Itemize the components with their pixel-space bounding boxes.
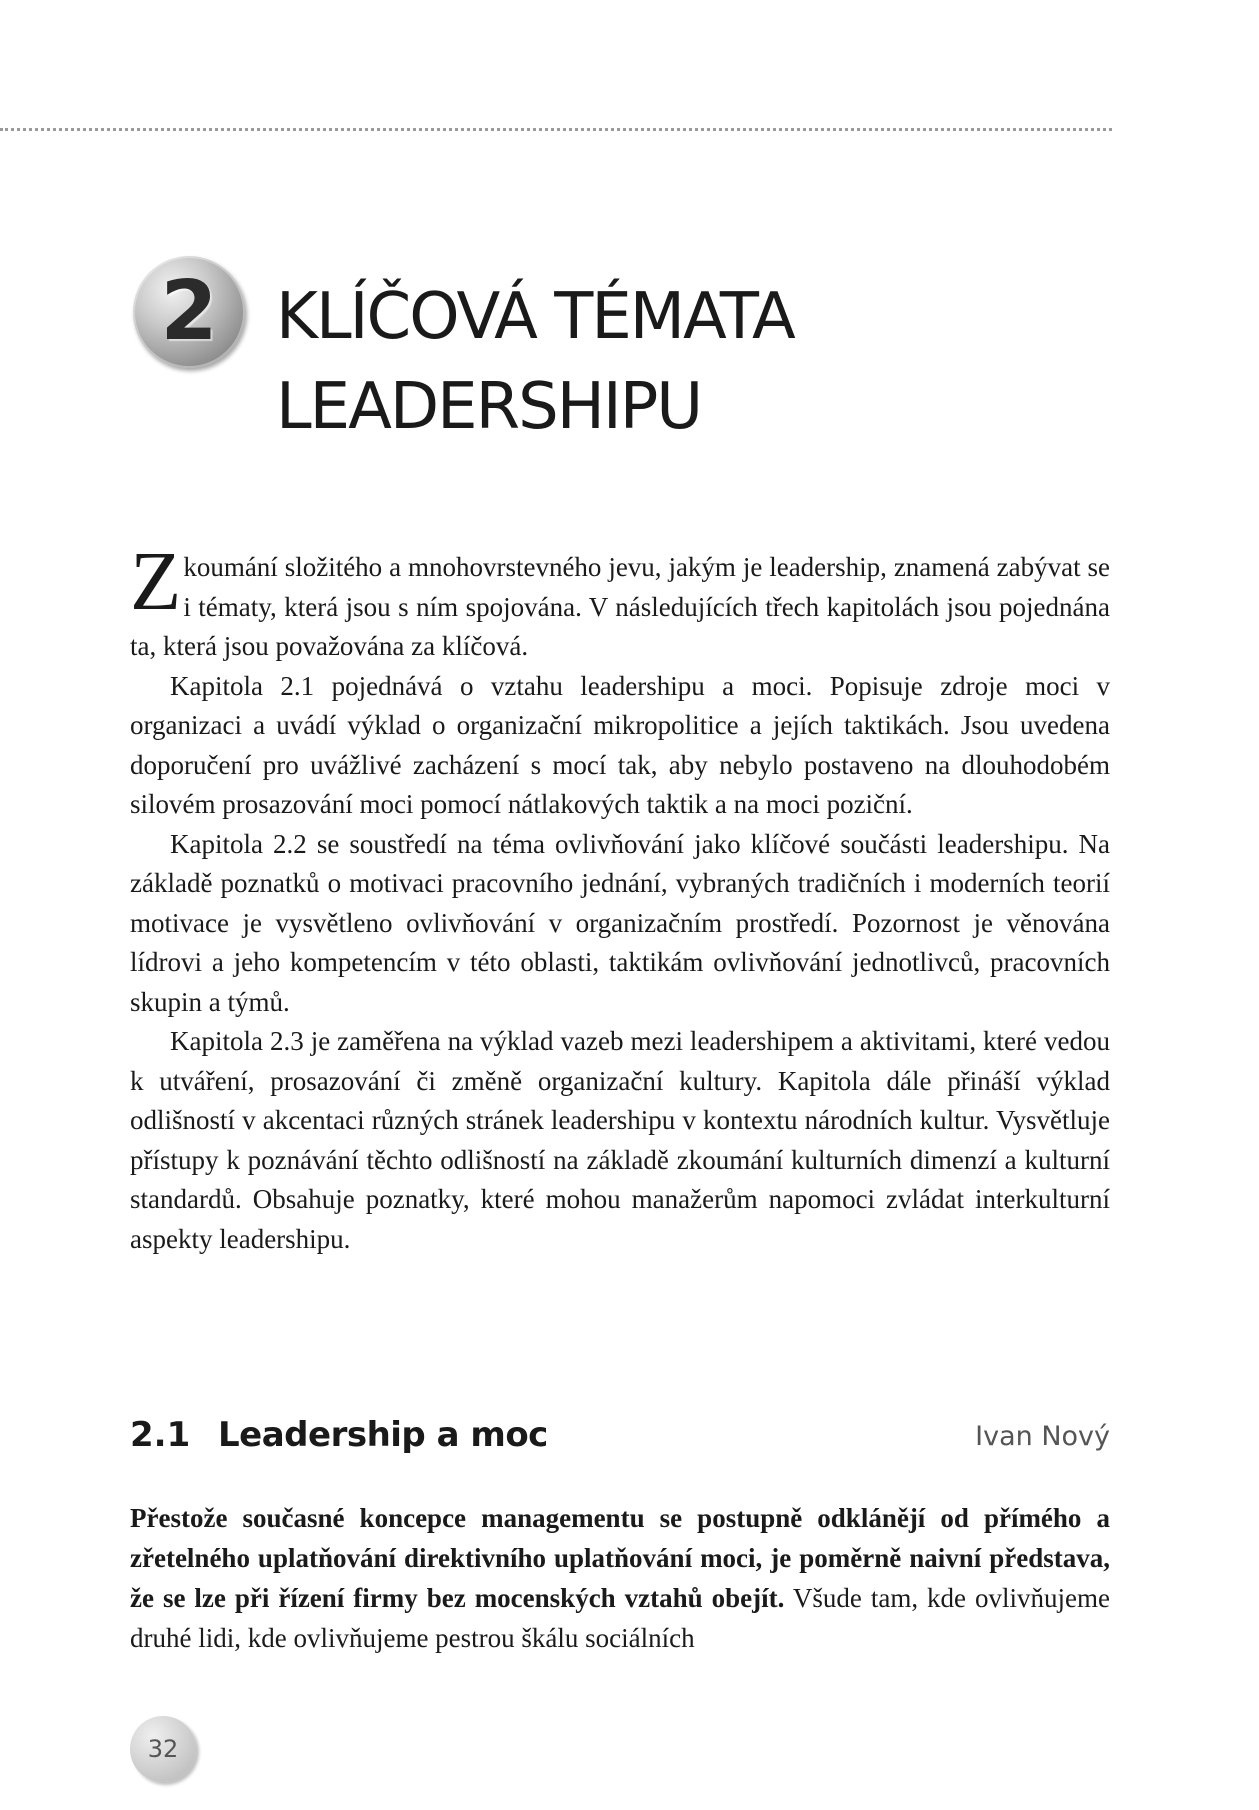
page-number: 32 [147,1735,179,1763]
intro-paragraph-2: Kapitola 2.1 pojednává o vztahu leadershipu a moci. Popisuje zdroje moci v organizaci a uvádí výklad o organizační mikropolitice a jejích taktikách. Jsou uvedena doporučení pro uvážlivé zacházení s mocí tak, aby nebylo postaveno na dlouhodobém silovém prosazování moci pomocí nátlakových taktik a na moci poziční. [130,670,1110,819]
section-lead-bold-text: Přestože současné koncepce managementu se postupně odklánějí od přímého a zřetelného uplatňování direktivního uplatňování moci, je poměrně naivní představa, že se lze při řízení firmy bez mocenských vztahů obejít. [130,1503,1110,1613]
intro-paragraph-1-text: koumání složitého a mnohovrstevného jevu, jakým je leadership, znamená zabývat se i tématy, která jsou s ním spojována. V následujících třech kapitolách jsou pojednána ta, která jsou považována za klíčová. [130,552,1110,661]
drop-cap: Z [130,535,182,628]
header-dotted-rule [0,128,1112,131]
section-lead-paragraph [130,1498,1110,1658]
chapter-introduction [130,535,1110,1259]
intro-paragraph-3: Kapitola 2.2 se soustředí na téma ovlivňování jako klíčové součásti leadershipu. Na základě poznatků o motivaci pracovního jednání, vybraných tradičních i moderních teorií motivace je vysvětleno ovlivňování v organizačním prostředí. Pozornost je věnována lídrovi a jeho kompetencím v této oblasti, taktikám ovlivňování jednotlivců, pracovních skupin a týmů. [130,828,1110,1017]
intro-paragraph-1 [130,535,1110,667]
section-title: Leadership a moc [218,1415,548,1455]
chapter-title-line-1: KLÍČOVÁ TÉMATA [276,280,794,354]
section-heading [130,1410,1110,1460]
chapter-number: 2 [160,264,218,359]
chapter-title [276,272,1096,452]
intro-paragraph-4: Kapitola 2.3 je zaměřena na výklad vazeb mezi leadershipem a aktivitami, které vedou k utváření, prosazování či změně organizační kultury. Kapitola dále přináší výklad odlišností v akcentaci různých stránek leadershipu v kontextu národních kultur. Vysvětluje přístupy k poznávání těchto odlišností na základě zkoumání kulturních dimenzí a kulturní standardů. Obsahuje poznatky, které mohou manažerům napomoci zvládat interkulturní aspekty leadershipu. [130,1026,1110,1254]
page-number-badge [130,1716,196,1782]
section-author: Ivan Nový [975,1421,1110,1452]
chapter-number-badge [133,256,245,368]
section-number: 2.1 [130,1415,191,1455]
section-lead-text: Všude tam, kde ovlivňujeme druhé lidi, kde ovlivňujeme pestrou škálu sociálních [130,1583,1110,1653]
chapter-title-line-2: LEADERSHIPU [276,370,702,444]
